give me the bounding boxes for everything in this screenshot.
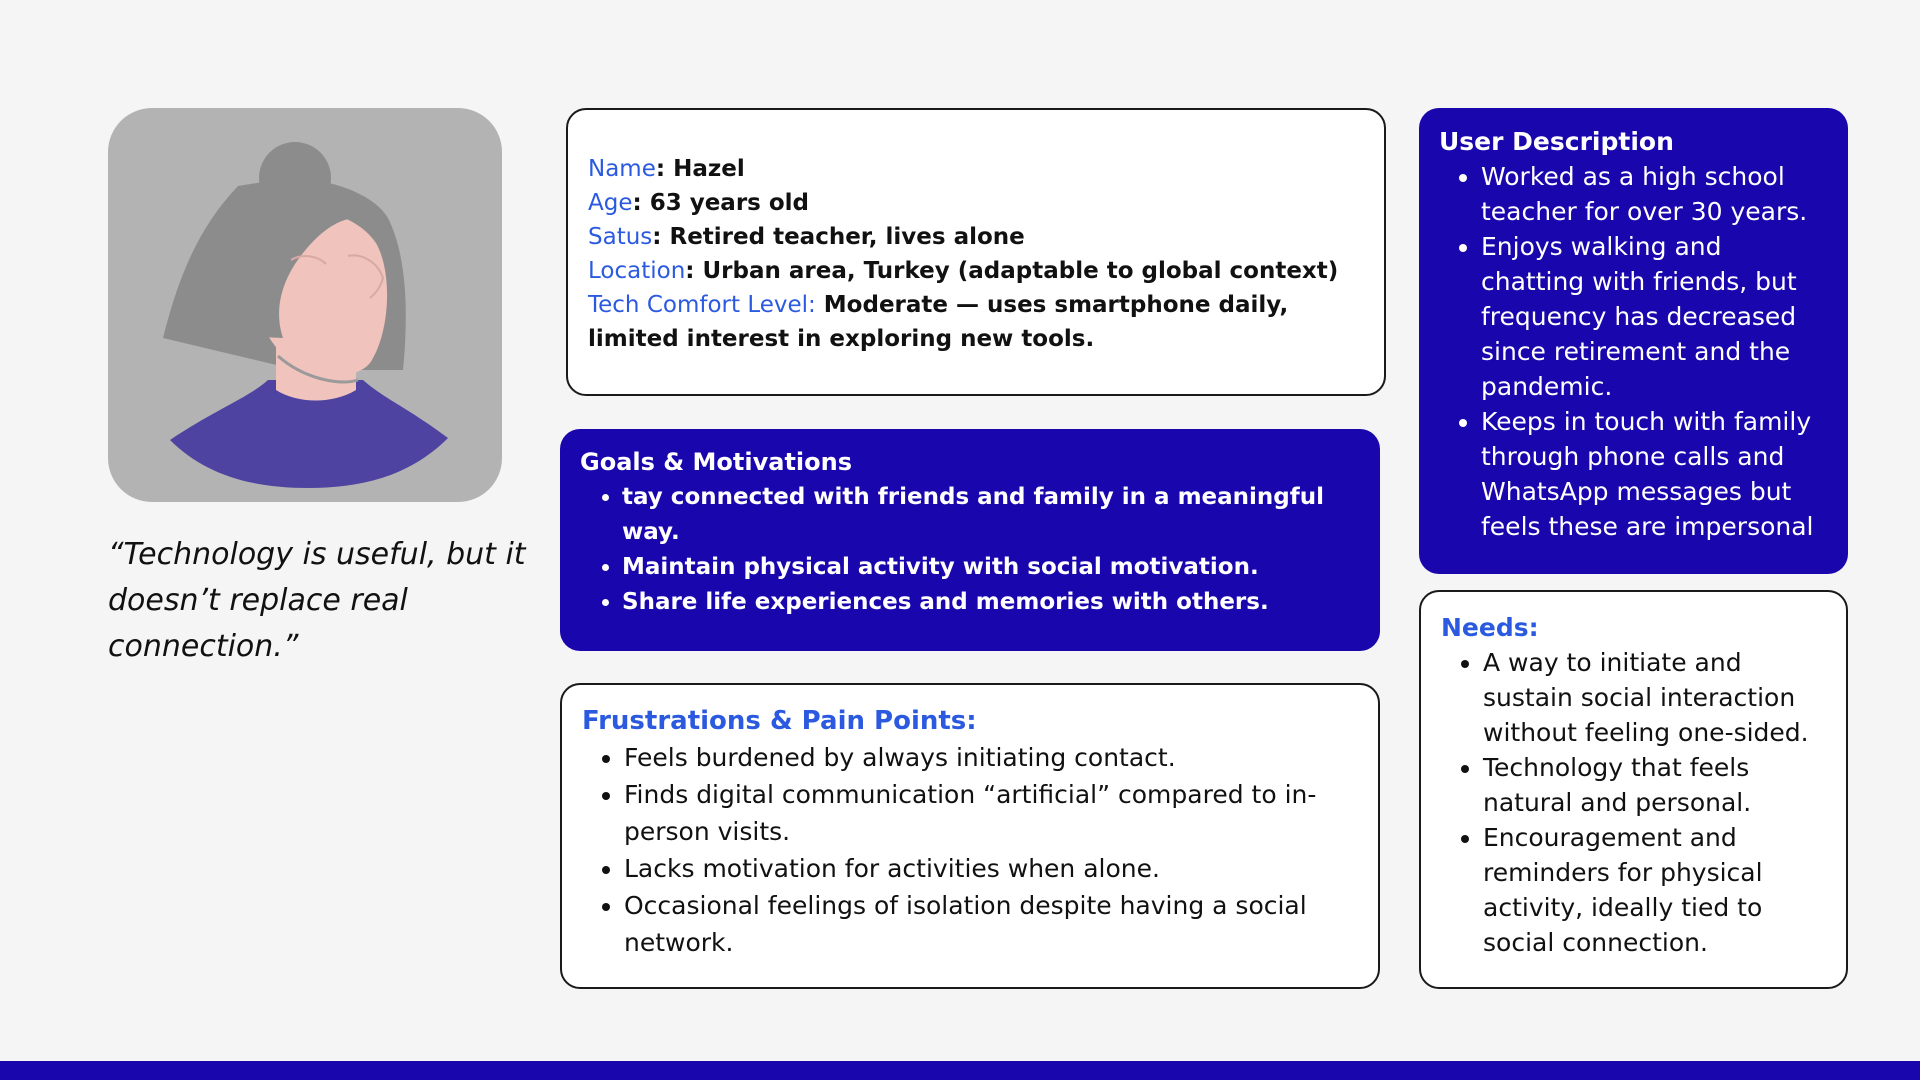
list-item: • Finds digital communication “artificial” compared to in-person visits. <box>624 776 1358 850</box>
name-row <box>588 152 1364 186</box>
tech-comfort-label: Tech Comfort Level: <box>588 292 816 318</box>
list-item: • Encouragement and reminders for physical activity, ideally tied to social connection. <box>1483 820 1828 960</box>
needs-list <box>1441 645 1828 960</box>
user-description-title: User Description <box>1439 127 1674 156</box>
list-item: • Occasional feelings of isolation despite having a social network. <box>624 887 1358 961</box>
name-value: : Hazel <box>655 156 745 182</box>
needs-card <box>1419 590 1848 989</box>
list-item: • Feels burdened by always initiating contact. <box>624 739 1358 776</box>
woman-avatar-icon <box>108 108 502 502</box>
list-item: • tay connected with friends and family in a meaningful way. <box>622 480 1360 550</box>
age-row <box>588 186 1364 220</box>
tech-comfort-row <box>588 288 1364 356</box>
needs-title: Needs: <box>1441 613 1539 642</box>
persona-quote: “Technology is useful, but it doesn’t replace real connection.” <box>108 537 526 664</box>
profile-card <box>566 108 1386 396</box>
frustrations-title: Frustrations & Pain Points: <box>582 706 977 736</box>
list-item: • A way to initiate and sustain social interaction without feeling one-sided. <box>1483 645 1828 750</box>
frustrations-card <box>560 683 1380 989</box>
list-item: • Share life experiences and memories with others. <box>622 585 1360 620</box>
status-row <box>588 220 1364 254</box>
user-description-card <box>1419 108 1848 574</box>
tech-comfort-value: Moderate — uses smartphone daily, limited interest in exploring new tools. <box>588 292 1289 352</box>
location-label: Location <box>588 258 686 284</box>
goals-title: Goals & Motivations <box>580 448 853 476</box>
list-item: • Keeps in touch with family through phone calls and WhatsApp messages but feels these are impersonal <box>1481 404 1830 544</box>
goals-card <box>560 429 1380 651</box>
list-item: • Worked as a high school teacher for over 30 years. <box>1481 159 1830 229</box>
location-value: : Urban area, Turkey (adaptable to global context) <box>685 258 1339 284</box>
list-item: • Lacks motivation for activities when alone. <box>624 850 1358 887</box>
list-item: • Technology that feels natural and personal. <box>1483 750 1828 820</box>
list-item: • Enjoys walking and chatting with friends, but frequency has decreased since retirement and the pandemic. <box>1481 229 1830 404</box>
age-label: Age <box>588 190 633 216</box>
goals-list <box>580 480 1360 620</box>
location-row <box>588 254 1364 288</box>
name-label: Name <box>588 156 656 182</box>
list-item: • Maintain physical activity with social motivation. <box>622 550 1360 585</box>
age-value: : 63 years old <box>632 190 810 216</box>
persona-avatar <box>108 108 502 502</box>
status-value: : Retired teacher, lives alone <box>652 224 1025 250</box>
status-label: Satus <box>588 224 653 250</box>
frustrations-list <box>582 739 1358 961</box>
user-description-list <box>1439 159 1830 544</box>
bottom-accent-bar <box>0 1061 1920 1080</box>
